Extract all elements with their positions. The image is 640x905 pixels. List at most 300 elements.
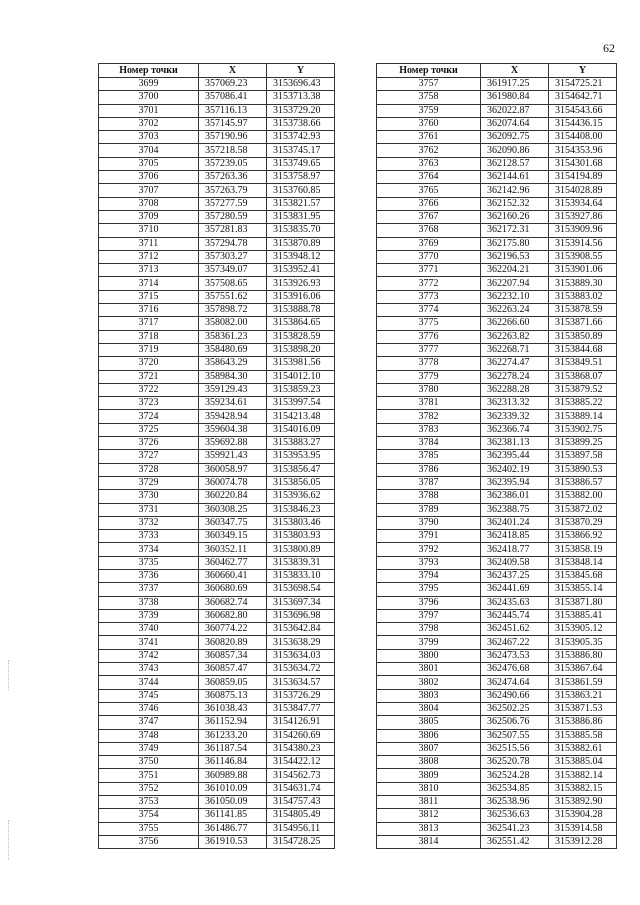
- y-coordinate-cell: 3153909.96: [549, 224, 617, 237]
- y-coordinate-cell: 3154642.71: [549, 91, 617, 104]
- y-coordinate-cell: 3154126.91: [267, 716, 335, 729]
- x-coordinate-cell: 362196.53: [481, 250, 549, 263]
- y-coordinate-cell: 3153898.20: [267, 343, 335, 356]
- point-number-cell: 3764: [377, 171, 481, 184]
- y-coordinate-cell: 3153696.43: [267, 78, 335, 91]
- x-coordinate-cell: 362074.64: [481, 117, 549, 130]
- y-coordinate-cell: 3153914.56: [549, 237, 617, 250]
- x-coordinate-cell: 357145.97: [199, 117, 267, 130]
- y-coordinate-cell: 3153904.28: [549, 809, 617, 822]
- point-number-cell: 3797: [377, 609, 481, 622]
- table-row: [99, 91, 335, 104]
- y-coordinate-cell: 3153882.14: [549, 769, 617, 782]
- y-coordinate-cell: 3153697.34: [267, 596, 335, 609]
- y-coordinate-cell: 3154728.25: [267, 835, 335, 848]
- point-number-cell: 3786: [377, 463, 481, 476]
- table-row: [377, 822, 617, 835]
- x-coordinate-cell: 362142.96: [481, 184, 549, 197]
- table-row: [99, 184, 335, 197]
- y-coordinate-cell: 3153905.35: [549, 636, 617, 649]
- table-row: [377, 117, 617, 130]
- x-coordinate-cell: 362395.44: [481, 450, 549, 463]
- y-coordinate-cell: 3154422.12: [267, 756, 335, 769]
- y-coordinate-cell: 3153634.57: [267, 676, 335, 689]
- y-coordinate-cell: 3154562.73: [267, 769, 335, 782]
- column-header-x: X: [481, 64, 549, 78]
- point-number-cell: 3756: [99, 835, 199, 848]
- x-coordinate-cell: 359428.94: [199, 410, 267, 423]
- point-number-cell: 3742: [99, 649, 199, 662]
- y-coordinate-cell: 3153856.47: [267, 463, 335, 476]
- point-number-cell: 3798: [377, 623, 481, 636]
- point-number-cell: 3724: [99, 410, 199, 423]
- point-number-cell: 3737: [99, 583, 199, 596]
- table-row: [377, 490, 617, 503]
- point-number-cell: 3704: [99, 144, 199, 157]
- point-number-cell: 3721: [99, 370, 199, 383]
- x-coordinate-cell: 357190.96: [199, 131, 267, 144]
- table-row: [377, 91, 617, 104]
- y-coordinate-cell: 3153729.20: [267, 104, 335, 117]
- y-coordinate-cell: 3154260.69: [267, 729, 335, 742]
- table-row: [99, 343, 335, 356]
- table-row: [99, 224, 335, 237]
- y-coordinate-cell: 3153892.90: [549, 796, 617, 809]
- point-number-cell: 3791: [377, 530, 481, 543]
- y-coordinate-cell: 3153749.65: [267, 157, 335, 170]
- table-row: [377, 357, 617, 370]
- x-coordinate-cell: 361980.84: [481, 91, 549, 104]
- point-number-cell: 3779: [377, 370, 481, 383]
- table-row: [99, 197, 335, 210]
- point-number-cell: 3720: [99, 357, 199, 370]
- x-coordinate-cell: 360347.75: [199, 516, 267, 529]
- point-number-cell: 3771: [377, 264, 481, 277]
- y-coordinate-cell: 3153866.92: [549, 530, 617, 543]
- y-coordinate-cell: 3153883.02: [549, 290, 617, 303]
- x-coordinate-cell: 362366.74: [481, 423, 549, 436]
- x-coordinate-cell: 360820.89: [199, 636, 267, 649]
- y-coordinate-cell: 3153997.54: [267, 397, 335, 410]
- table-row: [377, 636, 617, 649]
- table-header-row: [99, 64, 335, 78]
- page-number: 62: [603, 41, 615, 55]
- point-number-cell: 3714: [99, 277, 199, 290]
- table-row: [99, 131, 335, 144]
- point-number-cell: 3744: [99, 676, 199, 689]
- x-coordinate-cell: 362445.74: [481, 609, 549, 622]
- y-coordinate-cell: 3154408.00: [549, 131, 617, 144]
- point-number-cell: 3766: [377, 197, 481, 210]
- column-header-point: Номер точки: [377, 64, 481, 78]
- x-coordinate-cell: 362520.78: [481, 756, 549, 769]
- point-number-cell: 3738: [99, 596, 199, 609]
- y-coordinate-cell: 3153916.06: [267, 290, 335, 303]
- y-coordinate-cell: 3154805.49: [267, 809, 335, 822]
- table-row: [377, 423, 617, 436]
- table-row: [377, 716, 617, 729]
- x-coordinate-cell: 362538.96: [481, 796, 549, 809]
- x-coordinate-cell: 361486.77: [199, 822, 267, 835]
- y-coordinate-cell: 3153839.31: [267, 556, 335, 569]
- table-row: [377, 596, 617, 609]
- y-coordinate-cell: 3153885.58: [549, 729, 617, 742]
- x-coordinate-cell: 360989.88: [199, 769, 267, 782]
- point-number-cell: 3776: [377, 330, 481, 343]
- y-coordinate-cell: 3153952.41: [267, 264, 335, 277]
- table-row: [99, 117, 335, 130]
- y-coordinate-cell: 3153883.27: [267, 437, 335, 450]
- point-number-cell: 3719: [99, 343, 199, 356]
- point-number-cell: 3789: [377, 503, 481, 516]
- x-coordinate-cell: 362418.85: [481, 530, 549, 543]
- x-coordinate-cell: 360462.77: [199, 556, 267, 569]
- point-number-cell: 3770: [377, 250, 481, 263]
- x-coordinate-cell: 362339.32: [481, 410, 549, 423]
- table-row: [377, 78, 617, 91]
- table-row: [377, 769, 617, 782]
- y-coordinate-cell: 3153871.53: [549, 702, 617, 715]
- table-row: [377, 742, 617, 755]
- y-coordinate-cell: 3153803.46: [267, 516, 335, 529]
- point-number-cell: 3809: [377, 769, 481, 782]
- table-row: [99, 157, 335, 170]
- y-coordinate-cell: 3153859.23: [267, 383, 335, 396]
- x-coordinate-cell: 361910.53: [199, 835, 267, 848]
- column-header-y: Y: [267, 64, 335, 78]
- table-row: [377, 317, 617, 330]
- y-coordinate-cell: 3153981.56: [267, 357, 335, 370]
- x-coordinate-cell: 357349.07: [199, 264, 267, 277]
- y-coordinate-cell: 3153872.02: [549, 503, 617, 516]
- scan-margin-mark: [8, 820, 10, 860]
- point-number-cell: 3732: [99, 516, 199, 529]
- point-number-cell: 3730: [99, 490, 199, 503]
- point-number-cell: 3753: [99, 796, 199, 809]
- column-header-point: Номер точки: [99, 64, 199, 78]
- x-coordinate-cell: 362435.63: [481, 596, 549, 609]
- x-coordinate-cell: 361187.54: [199, 742, 267, 755]
- x-coordinate-cell: 358361.23: [199, 330, 267, 343]
- table-header-row: [377, 64, 617, 78]
- point-number-cell: 3734: [99, 543, 199, 556]
- table-row: [377, 689, 617, 702]
- y-coordinate-cell: 3154436.15: [549, 117, 617, 130]
- table-row: [99, 383, 335, 396]
- table-row: [99, 623, 335, 636]
- x-coordinate-cell: 357303.27: [199, 250, 267, 263]
- point-number-cell: 3761: [377, 131, 481, 144]
- x-coordinate-cell: 357086.41: [199, 91, 267, 104]
- x-coordinate-cell: 362288.28: [481, 383, 549, 396]
- point-number-cell: 3727: [99, 450, 199, 463]
- point-number-cell: 3716: [99, 304, 199, 317]
- y-coordinate-cell: 3153878.59: [549, 304, 617, 317]
- table-row: [377, 809, 617, 822]
- x-coordinate-cell: 357898.72: [199, 304, 267, 317]
- y-coordinate-cell: 3153855.14: [549, 583, 617, 596]
- y-coordinate-cell: 3153845.68: [549, 569, 617, 582]
- table-row: [377, 543, 617, 556]
- x-coordinate-cell: 362536.63: [481, 809, 549, 822]
- x-coordinate-cell: 362144.61: [481, 171, 549, 184]
- x-coordinate-cell: 362388.75: [481, 503, 549, 516]
- point-number-cell: 3701: [99, 104, 199, 117]
- x-coordinate-cell: 362490.66: [481, 689, 549, 702]
- point-number-cell: 3736: [99, 569, 199, 582]
- point-number-cell: 3814: [377, 835, 481, 848]
- y-coordinate-cell: 3154301.68: [549, 157, 617, 170]
- x-coordinate-cell: 362395.94: [481, 476, 549, 489]
- y-coordinate-cell: 3153828.59: [267, 330, 335, 343]
- x-coordinate-cell: 360220.84: [199, 490, 267, 503]
- point-number-cell: 3718: [99, 330, 199, 343]
- table-row: [99, 769, 335, 782]
- point-number-cell: 3722: [99, 383, 199, 396]
- point-number-cell: 3778: [377, 357, 481, 370]
- x-coordinate-cell: 362175.80: [481, 237, 549, 250]
- table-row: [377, 530, 617, 543]
- table-row: [99, 516, 335, 529]
- y-coordinate-cell: 3153800.89: [267, 543, 335, 556]
- table-row: [377, 835, 617, 848]
- table-row: [99, 729, 335, 742]
- y-coordinate-cell: 3153953.95: [267, 450, 335, 463]
- y-coordinate-cell: 3153858.19: [549, 543, 617, 556]
- point-number-cell: 3715: [99, 290, 199, 303]
- table-row: [99, 756, 335, 769]
- table-row: [377, 476, 617, 489]
- point-number-cell: 3703: [99, 131, 199, 144]
- y-coordinate-cell: 3153882.00: [549, 490, 617, 503]
- point-number-cell: 3757: [377, 78, 481, 91]
- x-coordinate-cell: 362232.10: [481, 290, 549, 303]
- x-coordinate-cell: 362128.57: [481, 157, 549, 170]
- coordinates-table-left: [98, 63, 335, 849]
- table-row: [377, 370, 617, 383]
- table-row: [377, 463, 617, 476]
- x-coordinate-cell: 362313.32: [481, 397, 549, 410]
- x-coordinate-cell: 362418.77: [481, 543, 549, 556]
- point-number-cell: 3739: [99, 609, 199, 622]
- y-coordinate-cell: 3153926.93: [267, 277, 335, 290]
- y-coordinate-cell: 3153927.86: [549, 210, 617, 223]
- point-number-cell: 3811: [377, 796, 481, 809]
- table-row: [99, 410, 335, 423]
- point-number-cell: 3702: [99, 117, 199, 130]
- y-coordinate-cell: 3153867.64: [549, 663, 617, 676]
- point-number-cell: 3700: [99, 91, 199, 104]
- table-row: [377, 383, 617, 396]
- y-coordinate-cell: 3153868.07: [549, 370, 617, 383]
- x-coordinate-cell: 360074.78: [199, 476, 267, 489]
- x-coordinate-cell: 360857.47: [199, 663, 267, 676]
- table-row: [99, 317, 335, 330]
- point-number-cell: 3725: [99, 423, 199, 436]
- point-number-cell: 3706: [99, 171, 199, 184]
- y-coordinate-cell: 3154543.66: [549, 104, 617, 117]
- y-coordinate-cell: 3153888.78: [267, 304, 335, 317]
- point-number-cell: 3729: [99, 476, 199, 489]
- x-coordinate-cell: 360680.69: [199, 583, 267, 596]
- y-coordinate-cell: 3153698.54: [267, 583, 335, 596]
- y-coordinate-cell: 3154016.09: [267, 423, 335, 436]
- y-coordinate-cell: 3153912.28: [549, 835, 617, 848]
- y-coordinate-cell: 3153914.58: [549, 822, 617, 835]
- y-coordinate-cell: 3153848.14: [549, 556, 617, 569]
- table-row: [99, 809, 335, 822]
- y-coordinate-cell: 3153905.12: [549, 623, 617, 636]
- table-row: [377, 224, 617, 237]
- x-coordinate-cell: 362476.68: [481, 663, 549, 676]
- y-coordinate-cell: 3153863.21: [549, 689, 617, 702]
- table-row: [99, 689, 335, 702]
- x-coordinate-cell: 357551.62: [199, 290, 267, 303]
- x-coordinate-cell: 361146.84: [199, 756, 267, 769]
- y-coordinate-cell: 3153936.62: [267, 490, 335, 503]
- y-coordinate-cell: 3153871.66: [549, 317, 617, 330]
- y-coordinate-cell: 3153889.30: [549, 277, 617, 290]
- table-row: [377, 144, 617, 157]
- x-coordinate-cell: 362274.47: [481, 357, 549, 370]
- table-row: [377, 729, 617, 742]
- table-row: [377, 397, 617, 410]
- table-row: [99, 463, 335, 476]
- y-coordinate-cell: 3154028.89: [549, 184, 617, 197]
- y-coordinate-cell: 3154213.48: [267, 410, 335, 423]
- x-coordinate-cell: 361038.43: [199, 702, 267, 715]
- y-coordinate-cell: 3153897.58: [549, 450, 617, 463]
- point-number-cell: 3785: [377, 450, 481, 463]
- y-coordinate-cell: 3153871.80: [549, 596, 617, 609]
- x-coordinate-cell: 357218.58: [199, 144, 267, 157]
- y-coordinate-cell: 3153742.93: [267, 131, 335, 144]
- x-coordinate-cell: 361152.94: [199, 716, 267, 729]
- point-number-cell: 3810: [377, 782, 481, 795]
- table-row: [99, 782, 335, 795]
- table-row: [99, 476, 335, 489]
- scan-margin-mark: [8, 660, 10, 690]
- point-number-cell: 3710: [99, 224, 199, 237]
- point-number-cell: 3806: [377, 729, 481, 742]
- y-coordinate-cell: 3153758.97: [267, 171, 335, 184]
- x-coordinate-cell: 362541.23: [481, 822, 549, 835]
- point-number-cell: 3762: [377, 144, 481, 157]
- table-row: [377, 556, 617, 569]
- point-number-cell: 3795: [377, 583, 481, 596]
- point-number-cell: 3804: [377, 702, 481, 715]
- x-coordinate-cell: 360058.97: [199, 463, 267, 476]
- x-coordinate-cell: 362152.32: [481, 197, 549, 210]
- y-coordinate-cell: 3154380.23: [267, 742, 335, 755]
- y-coordinate-cell: 3153803.93: [267, 530, 335, 543]
- point-number-cell: 3783: [377, 423, 481, 436]
- table-row: [377, 304, 617, 317]
- y-coordinate-cell: 3153934.64: [549, 197, 617, 210]
- x-coordinate-cell: 362409.58: [481, 556, 549, 569]
- x-coordinate-cell: 357294.78: [199, 237, 267, 250]
- table-row: [99, 304, 335, 317]
- y-coordinate-cell: 3153885.41: [549, 609, 617, 622]
- point-number-cell: 3755: [99, 822, 199, 835]
- x-coordinate-cell: 358643.29: [199, 357, 267, 370]
- x-coordinate-cell: 361233.20: [199, 729, 267, 742]
- y-coordinate-cell: 3153885.22: [549, 397, 617, 410]
- table-row: [99, 569, 335, 582]
- y-coordinate-cell: 3153948.12: [267, 250, 335, 263]
- y-coordinate-cell: 3153696.98: [267, 609, 335, 622]
- x-coordinate-cell: 360308.25: [199, 503, 267, 516]
- x-coordinate-cell: 358984.30: [199, 370, 267, 383]
- x-coordinate-cell: 362022.87: [481, 104, 549, 117]
- x-coordinate-cell: 362524.28: [481, 769, 549, 782]
- y-coordinate-cell: 3153844.68: [549, 343, 617, 356]
- table-row: [99, 423, 335, 436]
- y-coordinate-cell: 3154725.21: [549, 78, 617, 91]
- x-coordinate-cell: 361917.25: [481, 78, 549, 91]
- point-number-cell: 3745: [99, 689, 199, 702]
- x-coordinate-cell: 357069.23: [199, 78, 267, 91]
- point-number-cell: 3765: [377, 184, 481, 197]
- point-number-cell: 3763: [377, 157, 481, 170]
- y-coordinate-cell: 3153760.85: [267, 184, 335, 197]
- x-coordinate-cell: 360349.15: [199, 530, 267, 543]
- point-number-cell: 3750: [99, 756, 199, 769]
- point-number-cell: 3709: [99, 210, 199, 223]
- table-row: [99, 330, 335, 343]
- point-number-cell: 3777: [377, 343, 481, 356]
- x-coordinate-cell: 362474.64: [481, 676, 549, 689]
- table-row: [99, 822, 335, 835]
- y-coordinate-cell: 3153856.05: [267, 476, 335, 489]
- point-number-cell: 3708: [99, 197, 199, 210]
- coordinates-table-right: [376, 63, 617, 849]
- point-number-cell: 3808: [377, 756, 481, 769]
- table-row: [99, 237, 335, 250]
- point-number-cell: 3800: [377, 649, 481, 662]
- point-number-cell: 3711: [99, 237, 199, 250]
- y-coordinate-cell: 3153886.86: [549, 716, 617, 729]
- point-number-cell: 3788: [377, 490, 481, 503]
- y-coordinate-cell: 3153847.77: [267, 702, 335, 715]
- x-coordinate-cell: 362266.60: [481, 317, 549, 330]
- y-coordinate-cell: 3153901.06: [549, 264, 617, 277]
- point-number-cell: 3793: [377, 556, 481, 569]
- y-coordinate-cell: 3154956.11: [267, 822, 335, 835]
- table-row: [99, 437, 335, 450]
- x-coordinate-cell: 362263.24: [481, 304, 549, 317]
- x-coordinate-cell: 360857.34: [199, 649, 267, 662]
- point-number-cell: 3707: [99, 184, 199, 197]
- point-number-cell: 3790: [377, 516, 481, 529]
- x-coordinate-cell: 360875.13: [199, 689, 267, 702]
- table-row: [377, 131, 617, 144]
- point-number-cell: 3752: [99, 782, 199, 795]
- x-coordinate-cell: 362467.22: [481, 636, 549, 649]
- x-coordinate-cell: 361010.09: [199, 782, 267, 795]
- y-coordinate-cell: 3153899.25: [549, 437, 617, 450]
- point-number-cell: 3803: [377, 689, 481, 702]
- table-row: [99, 702, 335, 715]
- table-row: [377, 782, 617, 795]
- point-number-cell: 3796: [377, 596, 481, 609]
- table-row: [99, 250, 335, 263]
- table-row: [377, 676, 617, 689]
- table-row: [99, 835, 335, 848]
- table-row: [99, 357, 335, 370]
- y-coordinate-cell: 3153738.66: [267, 117, 335, 130]
- x-coordinate-cell: 357263.36: [199, 171, 267, 184]
